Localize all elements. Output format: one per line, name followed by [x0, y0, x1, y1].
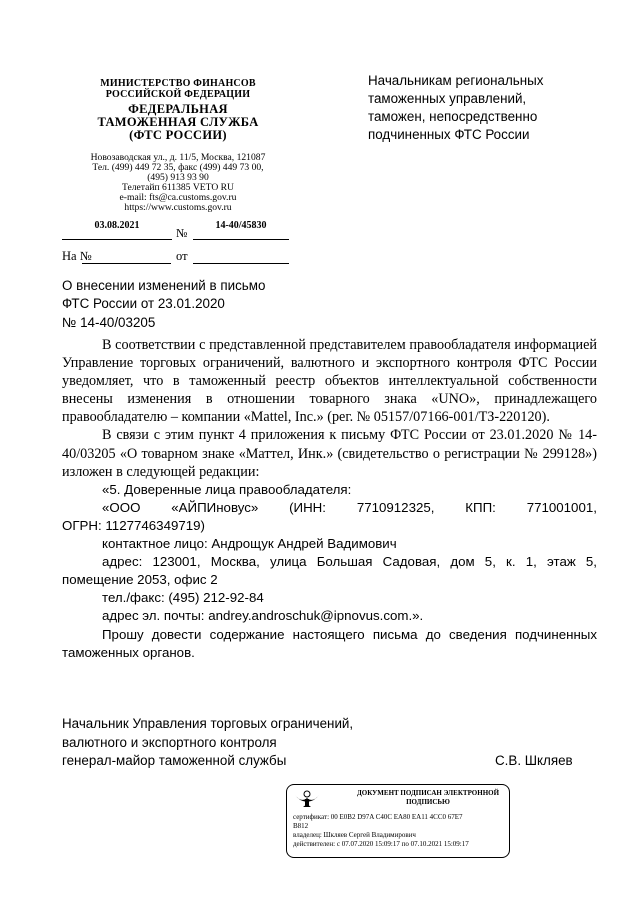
phone-line-2: (495) 913 93 90 — [147, 172, 209, 183]
trustee-part: КПП: — [465, 499, 496, 515]
stamp-certificate-tail: B812 — [293, 822, 309, 830]
address-line: Новозаводская ул., д. 11/5, Москва, 121087 — [90, 152, 266, 163]
stamp-title-line: ПОДПИСЬЮ — [406, 797, 450, 806]
ministry-name — [40, 78, 316, 100]
stamp-title — [353, 789, 503, 806]
reg-number: 14-40/45830 — [215, 220, 267, 231]
contact-address: адрес: 123001, Москва, улица Большая Садовая, дом 5, к. 1, этаж 5, помещение 2053, офис 2 — [62, 554, 597, 588]
contact-email: адрес эл. почты: andrey.androschuk@ipnovus.com.». — [102, 608, 424, 624]
signer-name: С.В. Шкляев — [495, 753, 573, 768]
reply-to-label: На № — [62, 249, 92, 263]
trustee-part: (ИНН: — [289, 499, 326, 515]
signer-line: валютного и экспортного контроля — [62, 734, 277, 750]
eagle-emblem-icon — [293, 789, 321, 809]
stamp-title-line: ДОКУМЕНТ ПОДПИСАН ЭЛЕКТРОННОЙ — [356, 789, 500, 797]
from-label: от — [176, 249, 188, 263]
ministry-line: МИНИСТЕРСТВО ФИНАНСОВ — [100, 78, 256, 89]
service-line: ТАМОЖЕННАЯ СЛУЖБА — [97, 115, 259, 129]
closing-paragraph: Прошу довести содержание настоящего письма до сведения подчиненных таможенных органов. — [62, 626, 597, 660]
service-name — [40, 103, 316, 142]
stamp-details — [293, 813, 505, 849]
addressee-line: Начальникам региональных — [368, 73, 544, 88]
ministry-line: РОССИЙСКОЙ ФЕДЕРАЦИИ — [105, 89, 251, 100]
phone-line: Тел. (499) 449 72 35, факс (499) 449 73 00, — [92, 162, 264, 173]
trustee-ogrn: ОГРН: 1127746349719) — [62, 517, 205, 533]
website-line[interactable]: https://www.customs.gov.ru — [124, 202, 232, 213]
subject-line: ФТС России от 23.01.2020 — [62, 296, 225, 312]
contact-person: контактное лицо: Андрощук Андрей Вадимович — [102, 536, 397, 552]
stamp-certificate: сертификат: 00 E0B2 D97A C40C EA80 EA11 4CC0 67E7 — [293, 813, 463, 821]
addressee-line: таможенных управлений, — [368, 91, 527, 106]
teletype-line: Телетайп 611385 VETO RU — [122, 182, 234, 193]
trustee-line — [62, 499, 597, 517]
reg-date: 03.08.2021 — [94, 220, 140, 231]
email-line[interactable]: e-mail: fts@ca.customs.gov.ru — [119, 192, 237, 203]
from-field — [193, 249, 289, 264]
trustee-part: 7710912325, — [356, 499, 435, 515]
contacts-block — [40, 153, 316, 213]
stamp-validity: действителен: с 07.07.2020 15:09:17 по 07.10.2021 15:09:17 — [293, 840, 469, 848]
trustee-part: 771001001, — [526, 499, 597, 515]
reg-number-sign: № — [176, 226, 188, 240]
contact-phone: тел./факс: (495) 212-92-84 — [102, 590, 264, 606]
subject-line: № 14-40/03205 — [62, 314, 156, 330]
addressee-line: подчиненных ФТС России — [368, 127, 530, 142]
paragraph: В соответствии с представленной представителем правообладателя информацией Управление торговых ограничений, валютного и экспортного контроля ФТС России уведомляет, что в таможенный реестр объектов интеллектуальной собственности внесены изменения в отношении товарного знака «UNO», принадлежащего правообладателю – компании «Mattel, Inc.» (рег. № 05157/07166-001/ТЗ-220120). — [62, 337, 597, 426]
signer-line: генерал-майор таможенной службы — [62, 753, 287, 768]
signer-position — [62, 715, 353, 771]
subject-line: О внесении изменений в письмо — [62, 278, 266, 293]
addressee-line: таможен, непосредственно — [368, 109, 538, 124]
service-line: ФЕДЕРАЛЬНАЯ — [128, 102, 228, 116]
reply-to-field — [82, 249, 171, 264]
signer-line: Начальник Управления торговых ограничений, — [62, 716, 354, 731]
e-signature-stamp — [286, 784, 510, 858]
addressee-block — [368, 72, 608, 144]
trustee-part: «АЙПИновус» — [171, 499, 259, 515]
service-line: (ФТС РОССИИ) — [129, 128, 227, 142]
paragraph: «5. Доверенные лица правообладателя: — [102, 481, 352, 497]
stamp-owner: владелец: Шкляев Сергей Владимирович — [293, 831, 416, 839]
letter-body — [62, 336, 597, 662]
reg-number-field — [193, 221, 289, 240]
paragraph: В связи с этим пункт 4 приложения к письму ФТС России от 23.01.2020 № 14-40/03205 «О товарном знаке «Маттел, Инк.» (свидетельство о регистрации № 299128») изложен в следующей редакции: — [62, 427, 597, 480]
reg-date-field — [62, 221, 172, 240]
subject-block — [62, 277, 322, 332]
trustee-part: «ООО — [102, 499, 141, 515]
